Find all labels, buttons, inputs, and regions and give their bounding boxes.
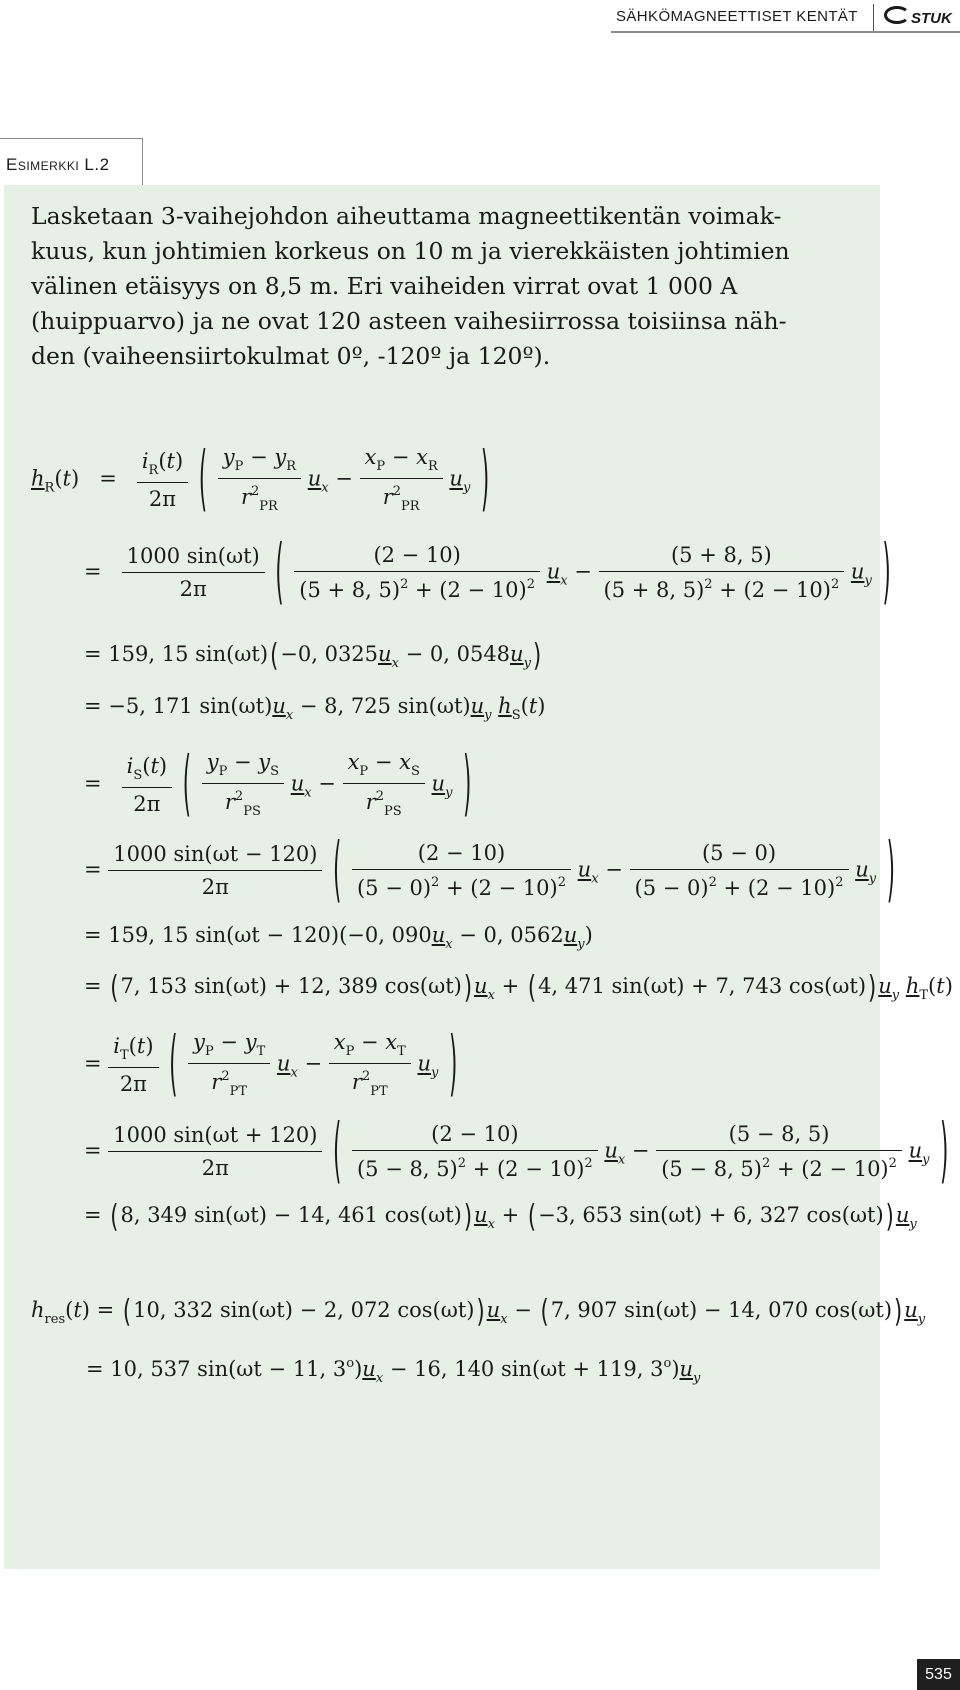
eq-hR-substituted: = $\frac{1000 \sin(\omega t)}{2\pi}$ ( $\frac{(2 - 10)}{(5 + 8, 5)^2 + (2 - 10)^2}$ $u_x$ − $\frac{(5 + 8, 5)}{(5 + 8, 5)^2 + (2 - 10)^2}$ $u_y$ ) (84, 530, 891, 613)
eq-hS-result1: = 159, 15 sin(ωt − 120)(−0, $090u_x - 0$, $0562u_y$) (84, 923, 593, 952)
intro-line: välinen etäisyys on 8,5 m. Eri vaiheiden virrat ovat 1 000 A (31, 272, 738, 300)
eq-hR-definition: $h_R(t)$ = $\frac{i_R(t)}{2\pi}$ ( $\frac{y_P - y_R}{r^2_{PR}}$ $u_x$ − $\frac{x_P - x_R}{r^2_{PR}}$ $u_y$ ) (31, 437, 490, 520)
eq-hT-definition: = $\frac{i_T(t)}{2\pi}$ ( $\frac{y_P - y_T}{r^2_{PT}}$ $u_x$ − $\frac{x_P - x_T}{r^2_{PT}}$ $u_y$ ) (84, 1022, 458, 1105)
eq-hres: $h_{res}(t) = (10$, 332 sin(ωt) − 2, 072 $\cos(\omega t))u_x - (7$, 907 sin(ωt) − 14, 070 $\cos(\omega t))u_y$ (31, 1292, 926, 1329)
intro-line: kuus, kun johtimien korkeus on 10 m ja vierekkäisten johtimien (31, 237, 790, 265)
intro-paragraph (31, 199, 791, 374)
example-label: Esimerkki L.2 (6, 155, 110, 174)
eq-hS-result2: = (7, 153 sin(ωt) + 12, 389 $\cos(\omega t))u_x + (4$, 471 sin(ωt) + 7, 743 $\cos(\omega t))u_y$ $h_T(t)$ (84, 968, 953, 1005)
eq-hres-final: = 10, 537 sin(ωt − 11, $3^o)u_x - 16$, 140 sin(ωt + 119, $3^o)u_y$ (86, 1356, 701, 1386)
stuk-logo-text: STUK (911, 10, 952, 27)
eq-hR-result2: = −5, 171 $\sin(\omega t)u_x - 8$, 725 $\sin(\omega t)u_y$ $h_S(t)$ (84, 694, 546, 723)
running-header (611, 0, 960, 33)
eq-hS-definition: = $\frac{i_S(t)}{2\pi}$ ( $\frac{y_P - y_S}{r^2_{PS}}$ $u_x$ − $\frac{x_P - x_S}{r^2_{PS}}$ $u_y$ ) (84, 742, 472, 825)
eq-hT-substituted: = $\frac{1000 \sin(\omega t + 120)}{2\pi}$ ( $\frac{(2 - 10)}{(5 - 8, 5)^2 + (2 - 10)^2}$ $u_x$ − $\frac{(5 - 8, 5)}{(5 - 8, 5)^2 + (2 - 10)^2}$ $u_y$ ) (84, 1109, 949, 1192)
eq-hT-result: = (8, 349 sin(ωt) − 14, 461 $\cos(\omega t))u_x + (-3$, 653 sin(ωt) + 6, 327 $\cos(\omega t))u_y$ (84, 1197, 917, 1234)
eq-hR-result1: = 159, 15 sin(ωt)(−0, $0325u_x - 0$, $0548u_y$) (84, 636, 542, 673)
example-label-box (0, 138, 143, 185)
intro-line: (huippuarvo) ja ne ovat 120 asteen vaihesiirrossa toisiinsa näh- (31, 307, 787, 335)
stuk-logo (884, 6, 952, 27)
header-divider (873, 4, 874, 32)
intro-line: Lasketaan 3-vaihejohdon aiheuttama magneettikentän voimak- (31, 202, 782, 230)
eq-hS-substituted: = $\frac{1000 \sin(\omega t - 120)}{2\pi}$ ( $\frac{(2 - 10)}{(5 - 0)^2 + (2 - 10)^2}$ $u_x$ − $\frac{(5 - 0)}{(5 - 0)^2 + (2 - 10)^2}$ $u_y$ ) (84, 828, 895, 911)
header-title: SÄHKÖMAGNEETTISET KENTÄT (616, 8, 858, 25)
stuk-logo-icon (884, 6, 910, 24)
header-rule (611, 31, 960, 33)
page-number: 535 (917, 1659, 960, 1690)
intro-line: den (vaiheensiirtokulmat 0º, -120º ja 120º). (31, 342, 551, 370)
